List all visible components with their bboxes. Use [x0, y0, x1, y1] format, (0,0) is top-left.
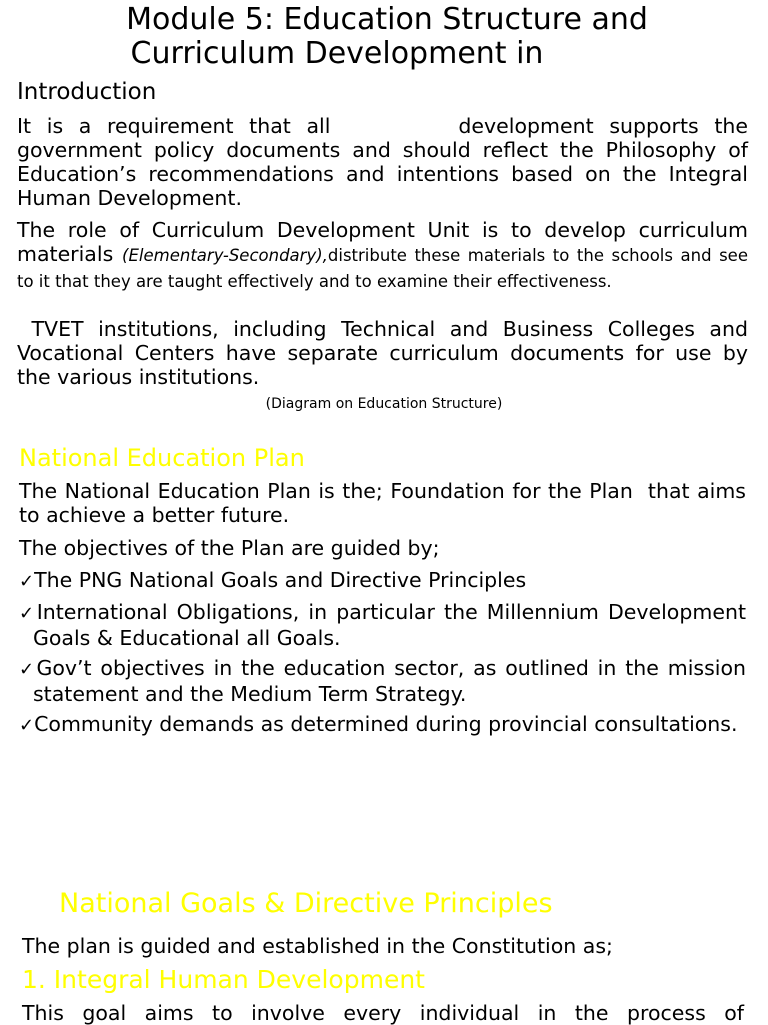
nep-paragraph-1: The National Education Plan is the; Foundation for the Plan that aims to achieve a better future.: [19, 479, 753, 527]
title-line-2: Curriculum Development in: [130, 36, 544, 71]
integral-human-development-heading: 1. Integral Human Development: [22, 965, 425, 994]
objective-item: [19, 600, 746, 650]
national-goals-heading: National Goals & Directive Principles: [59, 888, 553, 919]
checkmark-icon: ✓: [19, 603, 37, 624]
checkmark-icon: ✓: [19, 715, 35, 736]
intro-paragraph-1: [17, 114, 748, 210]
objective-item-text: The PNG National Goals and Directive Principles: [34, 568, 527, 592]
intro-p2-italic: (Elementary-Secondary),: [122, 246, 328, 265]
objective-item: [19, 656, 746, 706]
objective-item-text: Community demands as determined during provincial consultations.: [34, 712, 738, 736]
intro-paragraph-2: [17, 218, 748, 292]
intro-p2-part1: The role of Curriculum Development Unit is to develop curriculum materials: [17, 218, 748, 266]
ngdp-paragraph-1: The plan is guided and established in the Constitution as;: [22, 934, 613, 958]
intro-p1-part2: development supports the government policy documents and should reflect the Philosophy of Education’s recommendations and intentions based on the Integral Human Development.: [17, 114, 749, 210]
nep-paragraph-2: The objectives of the Plan are guided by;: [19, 536, 440, 560]
national-education-plan-heading: National Education Plan: [19, 444, 305, 472]
intro-paragraph-3: TVET institutions, including Technical and Business Colleges and Vocational Centers have separate curriculum documents for use by the various institutions.: [17, 317, 755, 389]
diagram-caption: (Diagram on Education Structure): [265, 396, 503, 412]
objective-item-text: Gov’t objectives in the education sector, as outlined in the mission statement and the Medium Term Strategy.: [33, 656, 746, 706]
objective-item: [19, 568, 746, 594]
introduction-heading: Introduction: [17, 79, 157, 105]
checkmark-icon: ✓: [19, 659, 37, 680]
objective-item: [19, 712, 746, 738]
title-line-1: Module 5: Education Structure and: [126, 2, 648, 37]
objective-item-text: International Obligations, in particular the Millennium Development Goals & Educational all Goals.: [33, 600, 746, 650]
intro-p2-part2: distribute these materials to the schools and see to it that they are taught effectively and to examine their effectiveness.: [17, 246, 748, 291]
checkmark-icon: ✓: [19, 571, 35, 592]
intro-p1-part1: It is a requirement that all: [17, 114, 331, 138]
page-title: [0, 3, 768, 71]
ngdp-paragraph-2: This goal aims to involve every individual in the process of: [22, 1001, 744, 1025]
